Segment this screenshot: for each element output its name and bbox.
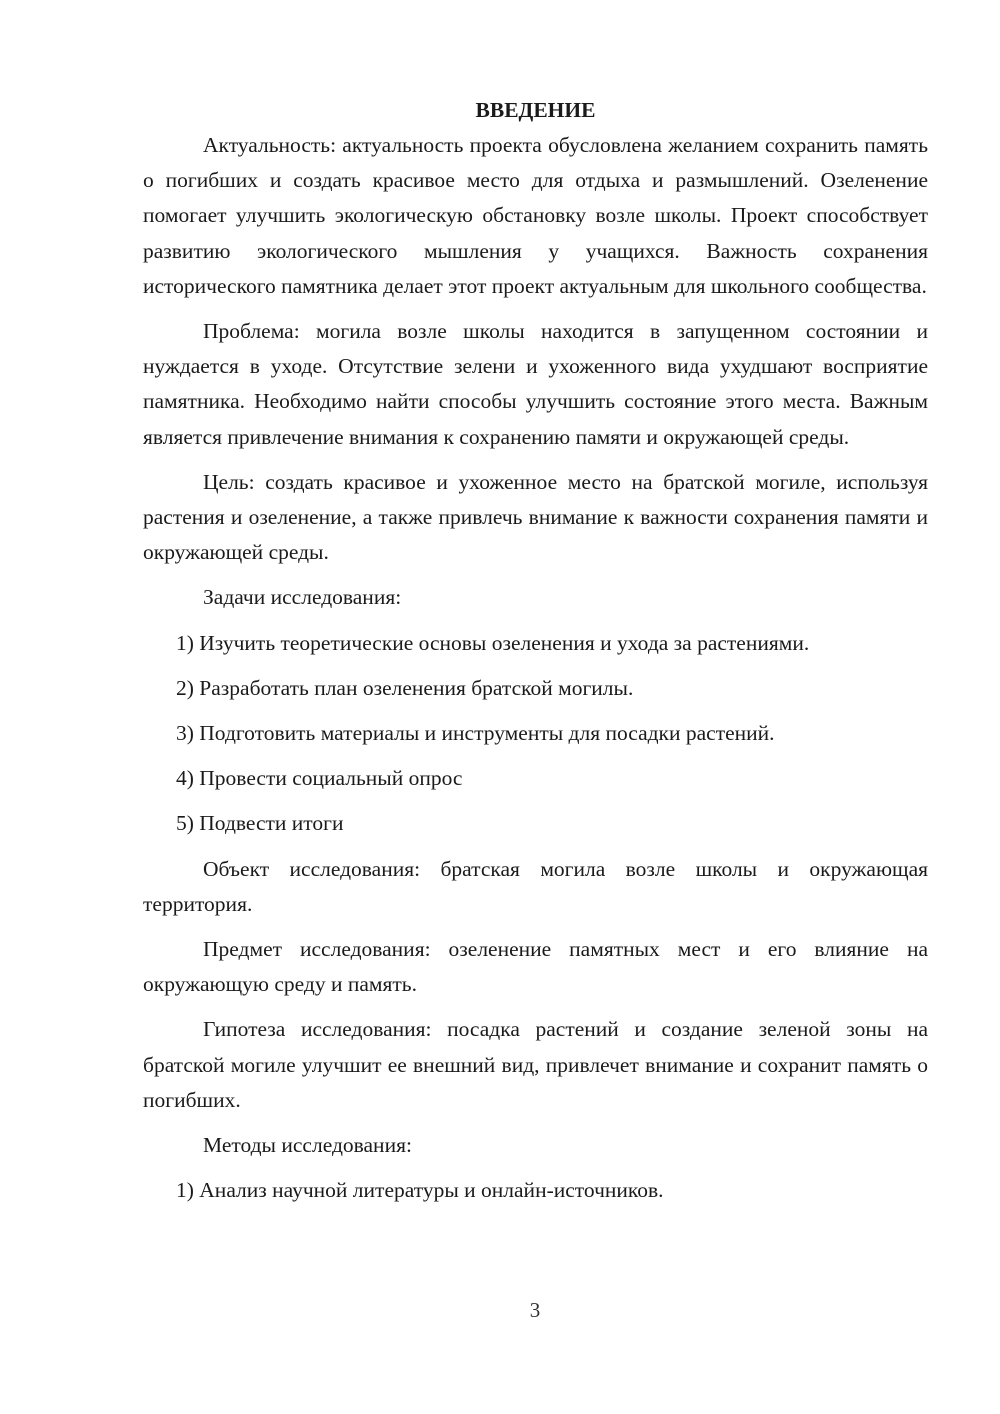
methods-list [143,1173,928,1208]
page-number: 3 [529,1298,541,1322]
paragraph-object: Объект исследования: братская могила возле школы и окружающая территория. [143,856,928,916]
paragraph-hypothesis: Гипотеза исследования: посадка растений и создание зеленой зоны на братской могиле улучшит ее внешний вид, привлечет внимание и сохранит память о погибших. [143,1017,928,1112]
document-title: ВВЕДЕНИЕ [475,98,596,122]
list-item: 5) Подвести итоги [176,811,344,836]
list-item: 2) Разработать план озеленения братской могилы. [176,675,634,700]
tasks-heading: Задачи исследования: [203,585,402,610]
tasks-list [143,626,928,842]
list-item: 3) Подготовить материалы и инструменты для посадки растений. [176,721,775,746]
paragraph-subject: Предмет исследования: озеленение памятных мест и его влияние на окружающую среду и память. [143,937,928,997]
document-page [143,94,928,1218]
list-item: 1) Анализ научной литературы и онлайн-источников. [176,1178,664,1203]
methods-heading: Методы исследования: [203,1133,412,1158]
paragraph-goal: Цель: создать красивое и ухоженное место на братской могиле, используя растения и озеленение, а также привлечь внимание к важности сохранения памяти и окружающей среды. [143,469,928,565]
paragraph-relevance: Актуальность: актуальность проекта обусловлена желанием сохранить память о погибших и создать красивое место для отдыха и размышлений. Озеленение помогает улучшить экологическую обстановку возле школы. Проект способствует развитию экологического мышления у учащихся. Важность сохранения исторического памятника делает этот проект актуальным для школьного сообщества. [143,133,928,298]
paragraph-problem: Проблема: могила возле школы находится в запущенном состоянии и нуждается в уходе. Отсутствие зелени и ухоженного вида ухудшают восприятие памятника. Необходимо найти способы улучшить состояние этого места. Важным является привлечение внимания к сохранению памяти и окружающей среды. [143,319,928,449]
list-item: 4) Провести социальный опрос [176,766,463,791]
list-item: 1) Изучить теоретические основы озеленения и ухода за растениями. [176,630,810,655]
